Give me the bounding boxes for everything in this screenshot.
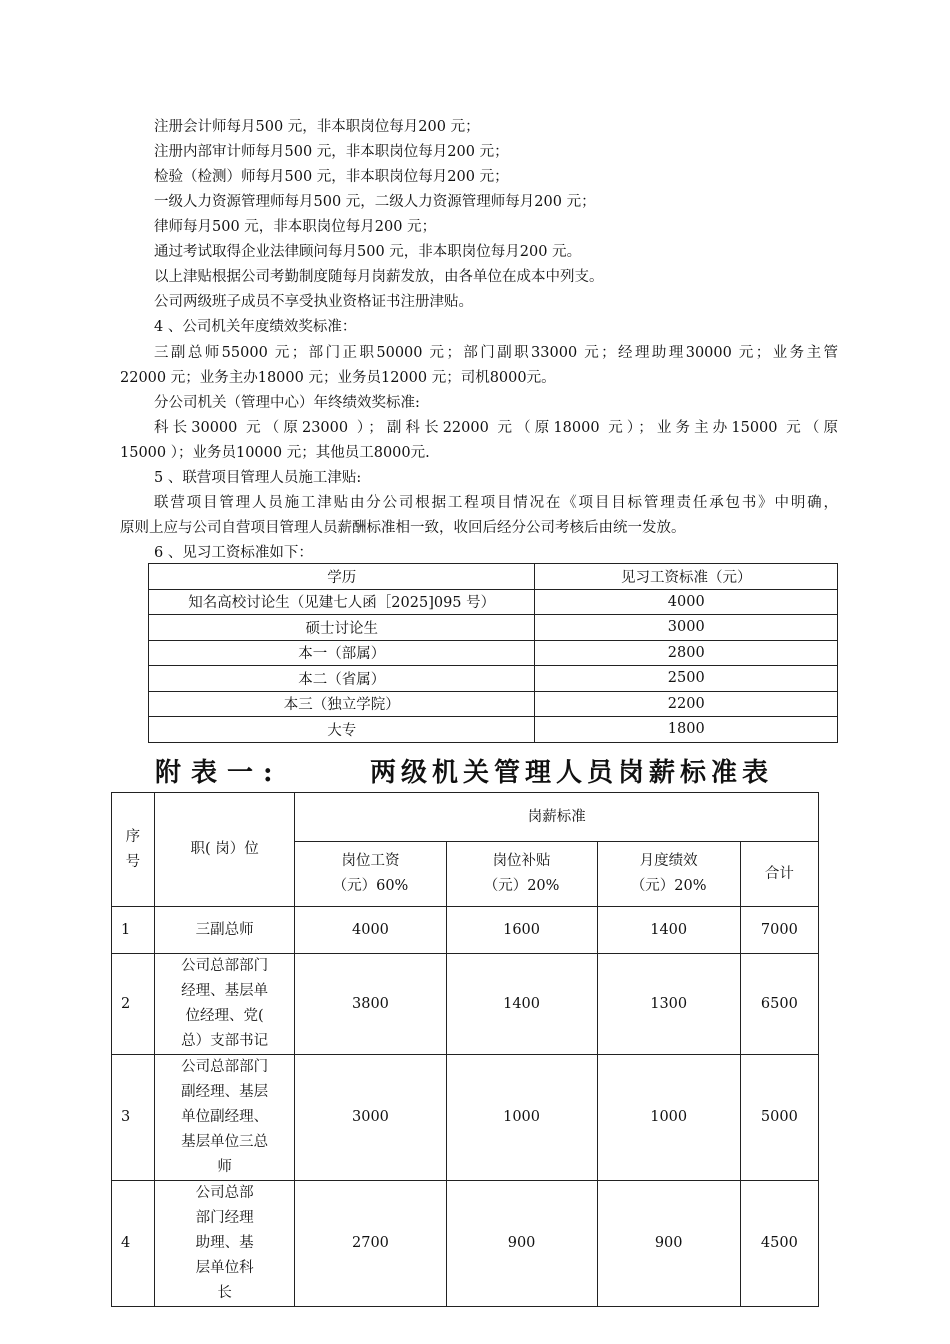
position-cell: 三副总师 [154,907,295,954]
table-row [112,907,819,954]
education-cell: 大专 [149,717,535,743]
paragraph-branch-bonus-line1: 科长30000 元（原23000 ）；副科长22000 元（原18000 元）；业务主办15000 元（原 [154,420,838,436]
paragraph-branch-bonus-heading: 分公司机关（管理中心）年终绩效奖标准: [154,395,420,411]
header-intern-wage: 见习工资标准（元） [535,564,838,590]
seq-cell: 3 [112,1055,155,1181]
position-cell: 公司总部部门经理、基层单位经理、党( 总）支部书记 [154,954,295,1055]
paragraph-leadership-exclusion: 公司两级班子成员不享受执业资格证书注册津贴。 [154,294,473,310]
performance-cell: 1400 [597,907,740,954]
paragraph-joint-project-line1: 联营项目管理人员施工津贴由分公司根据工程项目情况在《项目目标管理责任承包书》中明确， [154,495,838,511]
table-row [112,954,819,1055]
wage-cell: 2200 [535,691,838,717]
wage-cell: 2500 [535,666,838,692]
post-allowance-cell: 1600 [446,907,597,954]
total-cell: 4500 [740,1181,818,1307]
section-heading-6: 6 、见习工资标准如下： [154,545,313,561]
table-row [149,615,838,641]
table-row [112,1181,819,1307]
post-salary-cell: 3800 [295,954,446,1055]
paragraph-legal-counsel-allowance: 通过考试取得企业法律顾问每月500 元，非本职岗位每月200 元。 [154,244,582,260]
seq-cell: 4 [112,1181,155,1307]
post-salary-cell: 2700 [295,1181,446,1307]
performance-cell: 1000 [597,1055,740,1181]
section-heading-4: 4 、公司机关年度绩效奖标准： [154,319,357,335]
education-cell: 知名高校讨论生（见建七人函［2025]095 号） [149,589,535,615]
performance-cell: 900 [597,1181,740,1307]
total-cell: 7000 [740,907,818,954]
table-row [149,717,838,743]
wage-cell: 2800 [535,640,838,666]
table-row [112,1055,819,1181]
appendix-title: 两级机关管理人员岗薪标准表 [370,758,774,788]
paragraph-hq-bonus-line2: 22000 元；业务主办18000 元；业务员12000 元；司机8000元。 [120,370,556,386]
paragraph-inspector-allowance: 检验（检测）师每月500 元，非本职岗位每月200 元； [154,169,509,185]
header-position: 职( 岗）位 [154,793,295,907]
salary-standard-table [111,792,819,1307]
wage-cell: 4000 [535,589,838,615]
position-cell: 公司总部部门经理助理、基层单位科长 [154,1181,295,1307]
header-seq: 序号 [112,793,155,907]
paragraph-cpa-allowance: 注册会计师每月500 元，非本职岗位每月200 元； [154,119,480,135]
paragraph-lawyer-allowance: 律师每月500 元，非本职岗位每月200 元； [154,219,437,235]
education-cell: 本三（独立学院） [149,691,535,717]
paragraph-hr-manager-allowance: 一级人力资源管理师每月500 元，二级人力资源管理师每月200 元； [154,194,596,210]
table-header-row [149,564,838,590]
paragraph-allowance-payment: 以上津贴根据公司考勤制度随每月岗薪发放，由各单位在成本中列支。 [154,269,604,285]
education-cell: 硕士讨论生 [149,615,535,641]
position-cell: 公司总部部门副经理、基层单位副经理、基层单位三总师 [154,1055,295,1181]
seq-cell: 1 [112,907,155,954]
paragraph-internal-auditor-allowance: 注册内部审计师每月500 元，非本职岗位每月200 元； [154,144,509,160]
paragraph-branch-bonus-line2: 15000 ）；业务员10000 元；其他员工8000元. [120,445,430,461]
header-salary-standard: 岗薪标准 [295,793,819,842]
header-education: 学历 [149,564,535,590]
table-row [149,691,838,717]
wage-cell: 1800 [535,717,838,743]
section-heading-5: 5 、联营项目管理人员施工津贴: [154,470,362,486]
paragraph-hq-bonus-line1: 三副总师55000 元；部门正职50000 元；部门副职33000 元；经理助理30000 元；业务主管 [154,345,838,361]
post-allowance-cell: 1400 [446,954,597,1055]
table-header-row [112,793,819,842]
header-monthly-performance: 月度绩效（元）20% [597,842,740,907]
paragraph-joint-project-line2: 原则上应与公司自营项目管理人员薪酬标准相一致，收回后经分公司考核后由统一发放。 [120,520,686,536]
table-row [149,640,838,666]
post-allowance-cell: 1000 [446,1055,597,1181]
education-cell: 本二（省属） [149,666,535,692]
education-cell: 本一（部属） [149,640,535,666]
total-cell: 5000 [740,1055,818,1181]
seq-cell: 2 [112,954,155,1055]
appendix-label: 附表一: [155,758,283,788]
table-row [149,666,838,692]
total-cell: 6500 [740,954,818,1055]
header-total: 合计 [740,842,818,907]
performance-cell: 1300 [597,954,740,1055]
header-post-allowance: 岗位补贴（元）20% [446,842,597,907]
post-allowance-cell: 900 [446,1181,597,1307]
post-salary-cell: 3000 [295,1055,446,1181]
post-salary-cell: 4000 [295,907,446,954]
wage-cell: 3000 [535,615,838,641]
header-post-salary: 岗位工资（元）60% [295,842,446,907]
intern-wage-table [148,563,838,743]
table-row [149,589,838,615]
